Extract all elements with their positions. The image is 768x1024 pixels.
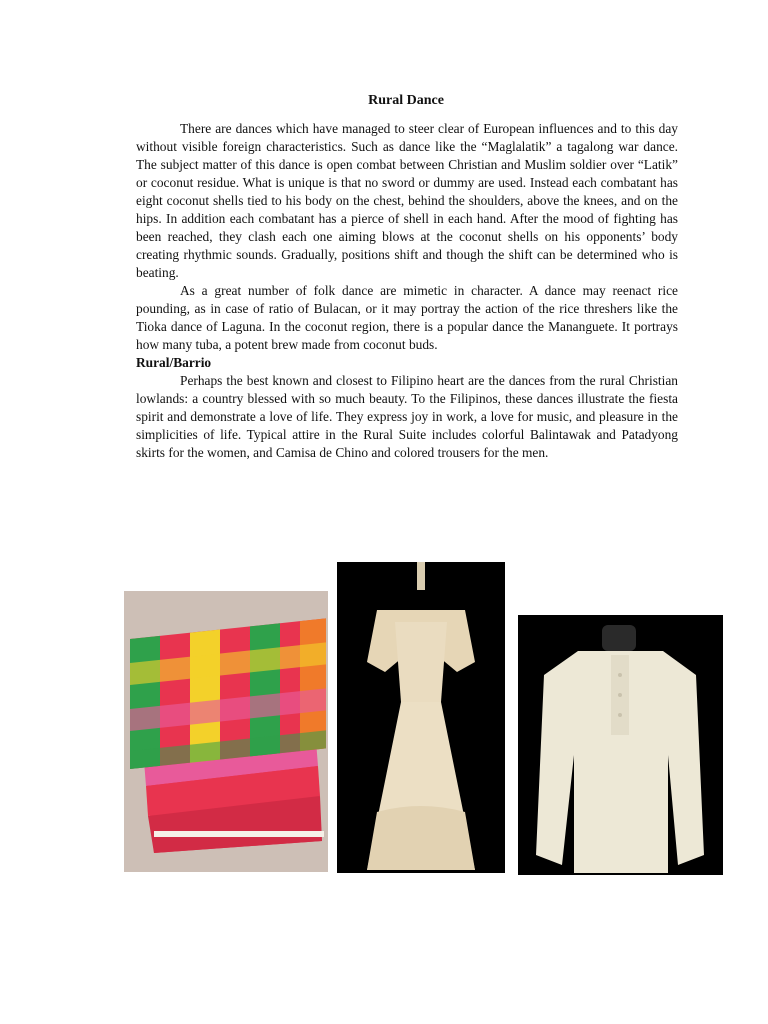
camisa-de-chino-photo xyxy=(518,615,723,875)
page-title: Rural Dance xyxy=(368,93,444,108)
balintawak-gown-photo xyxy=(337,562,505,873)
section-heading-rural-barrio: Rural/Barrio xyxy=(136,355,212,370)
paragraph-rural-barrio: Perhaps the best known and closest to Filipino heart are the dances from the rural Christian lowlands: a country blessed with so much beauty. To the Filipinos, these dances illustrate the fiesta spirit and demonstrate a love of life. They express joy in work, a love for music, and pleasure in the simplicities of life. Typical attire in the Rural Suite includes colorful Balintawak and Patadyong skirts for the women, and Camisa de Chino and colored trousers for the men. xyxy=(136,373,678,460)
document-body xyxy=(136,120,678,462)
patadyong-fabric-photo xyxy=(124,591,328,872)
paragraph-mimetic-dances: As a great number of folk dance are mimetic in character. A dance may reenact rice pounding, as in case of ratio of Bulacan, or it may portray the action of the rice threshers like the Tioka dance of Laguna. In the coconut region, there is a popular dance the Mananguete. It portrays how many tuba, a potent brew made from coconut buds. xyxy=(136,283,678,352)
paragraph-maglalatik: There are dances which have managed to steer clear of European influences and to this day without visible foreign characteristics. Such as dance like the “Maglalatik” a tagalong war dance. The subject matter of this dance is open combat between Christian and Muslim soldier over “Latik” or coconut residue. What is unique is that no sword or dummy are used. Instead each combatant has eight coconut shells tied to his body on the chest, behind the shoulders, above the knees, and on the hips. In addition each combatant has a pierce of shell in each hand. After the mood of fighting has been reached, they clash each one aiming blows at the coconut shells on his opponents’ body creating rhythmic sounds. Gradually, positions shift and though the shift can be determined who is beating. xyxy=(136,121,678,280)
